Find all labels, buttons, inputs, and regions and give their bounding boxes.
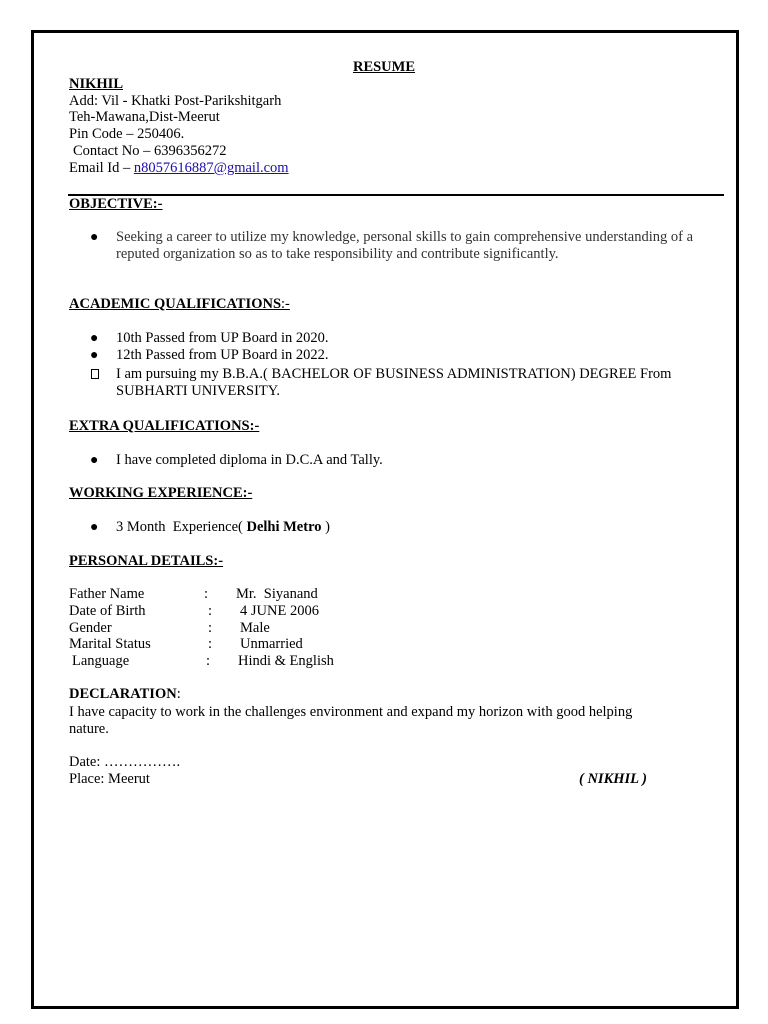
declaration-heading [69,686,181,703]
personal-value: Mr. Siyanand [236,586,318,602]
bullet-icon: ● [90,520,99,535]
contact-number: Contact No – 6396356272 [73,143,227,159]
experience-item [116,519,728,536]
academic-heading-text: ACADEMIC QUALIFICATIONS [69,296,282,312]
personal-label: Date of Birth [69,603,146,619]
academic-heading-suffix: :- [281,296,290,312]
objective-heading: OBJECTIVE:- [69,196,163,212]
declaration-text: I have capacity to work in the challenges environment and expand my horizon with good helping nature. [69,704,633,737]
email-line [69,160,289,177]
list-item: 10th Passed from UP Board in 2020. [116,330,329,346]
personal-colon: : [208,603,213,619]
header-divider [68,194,724,196]
academic-heading [69,296,290,313]
personal-colon: : [204,586,209,602]
email-label: Email Id – [69,160,134,176]
personal-label: Gender [69,620,112,636]
personal-label: Language [72,653,130,669]
experience-prefix: 3 Month Experience( [116,519,247,535]
address-line-1: Add: Vil - Khatki Post-Parikshitgarh [69,93,282,109]
declaration-heading-suffix: : [176,686,181,702]
declaration-date: Date: ……………. [69,754,181,770]
personal-heading: PERSONAL DETAILS:- [69,553,224,569]
personal-value: Male [240,620,270,636]
personal-colon: : [208,636,213,652]
experience-company: Delhi Metro [246,519,322,535]
missing-glyph-bullet-icon [91,369,99,379]
personal-colon: : [208,620,213,636]
experience-suffix: ) [321,519,330,535]
list-item: I am pursuing my B.B.A.( BACHELOR OF BUSINESS ADMINISTRATION) DEGREE From SUBHARTI UNIVERSITY. [116,366,672,399]
experience-heading: WORKING EXPERIENCE:- [69,485,253,501]
personal-value: 4 JUNE 2006 [240,603,319,619]
bullet-icon: ● [90,230,99,245]
list-item: I have completed diploma in D.C.A and Tally. [116,452,383,468]
personal-label: Father Name [69,586,145,602]
declaration-place: Place: Meerut [69,771,150,787]
bullet-icon: ● [90,453,99,468]
bullet-icon: ● [90,348,99,363]
declaration-heading-text: DECLARATION [69,686,177,702]
resume-title: RESUME [352,59,416,75]
personal-value: Hindi & English [238,653,334,669]
pin-code: Pin Code – 250406. [69,126,185,142]
objective-text: Seeking a career to utilize my knowledge, personal skills to gain comprehensive understanding of a reputed organization so as to take responsibility and contribute significantly. [116,229,694,262]
personal-colon: : [206,653,211,669]
list-item: 12th Passed from UP Board in 2022. [116,347,329,363]
candidate-name: NIKHIL [69,76,123,92]
personal-value: Unmarried [240,636,303,652]
address-line-2: Teh-Mawana,Dist-Meerut [69,109,220,125]
personal-label: Marital Status [69,636,151,652]
signature: ( NIKHIL ) [579,771,647,787]
email-link[interactable]: n8057616887@gmail.com [133,160,289,176]
extra-heading: EXTRA QUALIFICATIONS:- [69,418,260,434]
bullet-icon: ● [90,331,99,346]
